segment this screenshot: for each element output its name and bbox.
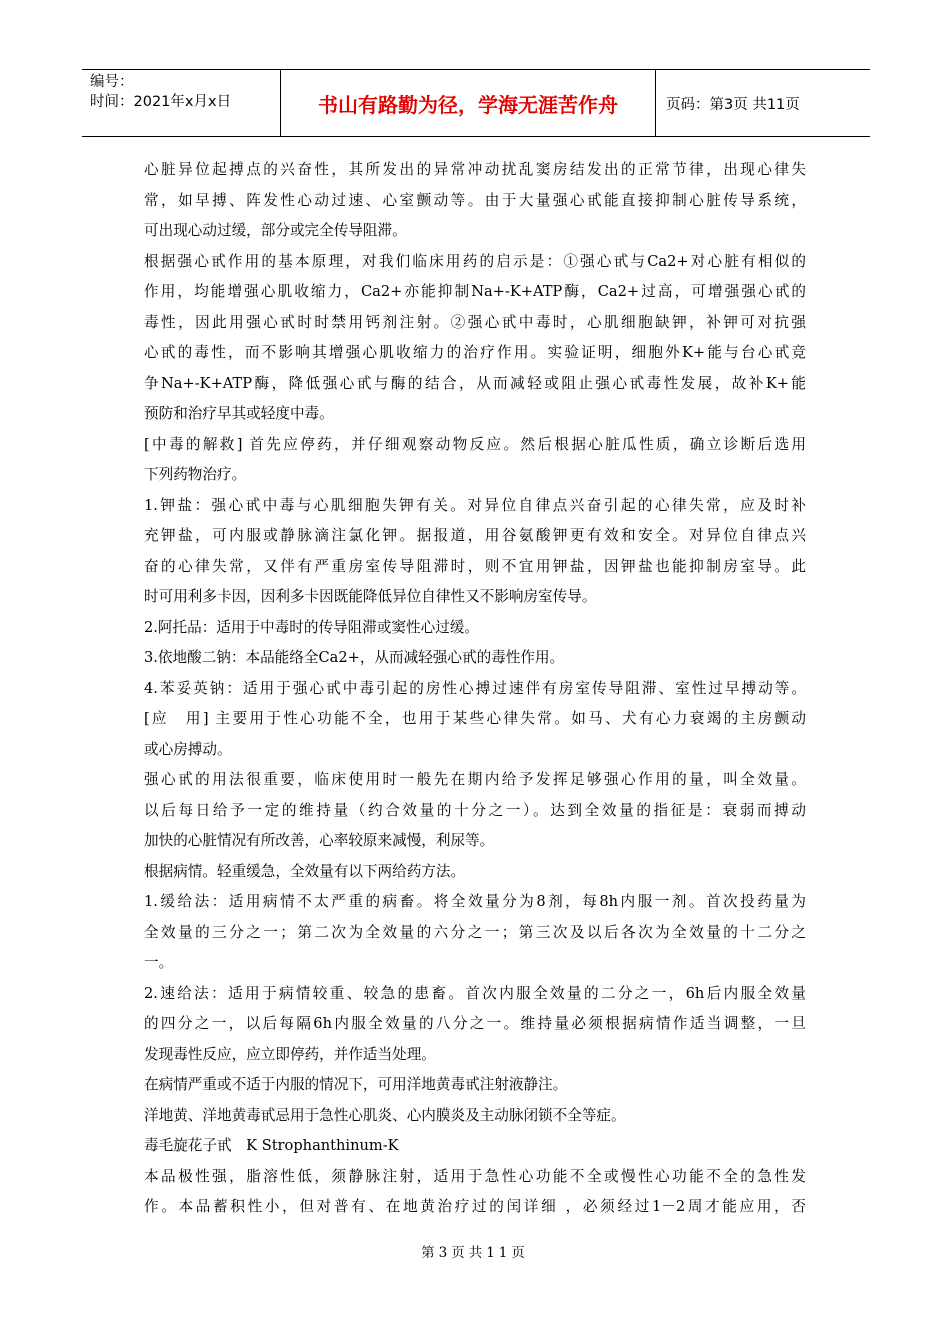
text-line: 1.钾盐：强心甙中毒与心肌细胞失钾有关。对异位自律点兴奋引起的心律失常，应及时补 — [144, 496, 806, 514]
text-line: 毒毛旋花子甙 K Strophanthinum-K — [144, 1137, 399, 1154]
text-line: 加快的心脏情况有所改善，心率较原来减慢，利尿等。 — [144, 832, 495, 849]
text-line: 作用，均能增强心肌收缩力，Ca2+亦能抑制Na+-K+ATP酶，Ca2+过高，可增强强心甙的 — [144, 283, 806, 300]
header-left-cell — [82, 70, 281, 136]
header-page-info: 页码：第3页 共11页 — [666, 96, 800, 113]
document-date-label: 时间：2021年x月x日 — [90, 94, 232, 110]
text-line: [中毒的解救] 首先应停药，并仔细观察动物反应。然后根据心脏瓜性质，确立诊断后选用 — [144, 435, 806, 453]
text-line: 下列药物治疗。 — [144, 466, 247, 483]
body-text — [144, 155, 806, 1223]
text-line: 2.阿托品：适用于中毒时的传导阻滞或窦性心过缓。 — [144, 618, 479, 636]
page-footer — [0, 1241, 950, 1261]
text-line: 常，如早搏、阵发性心动过速、心室颤动等。由于大量强心甙能直接抑制心脏传导系统， — [144, 191, 806, 209]
document-number-label: 编号： — [90, 74, 134, 90]
text-line: 一。 — [144, 954, 174, 971]
text-line: 根据强心甙作用的基本原理，对我们临床用药的启示是：①强心甙与Ca2+对心脏有相似的 — [144, 252, 806, 270]
text-line: 全效量的三分之一；第二次为全效量的六分之一；第三次及以后各次为全效量的十二分之 — [144, 923, 806, 941]
text-line: 发现毒性反应，应立即停药，并作适当处理。 — [144, 1045, 436, 1063]
text-line: 争Na+-K+ATP酶，降低强心甙与酶的结合，从而减轻或阻止强心甙毒性发展，故补K+能 — [144, 374, 806, 392]
footer-page-number: 第3页共11页 — [421, 1245, 529, 1261]
text-line: 1.缓给法：适用病情不太严重的病畜。将全效量分为8剂，每8h内服一剂。首次投药量为 — [144, 893, 806, 910]
text-line: [应 用] 主要用于性心功能不全，也用于某些心律失常。如马、犬有心力衰竭的主房颤动 — [144, 710, 806, 727]
text-line: 3.依地酸二钠：本品能络全Ca2+，从而减轻强心甙的毒性作用。 — [144, 649, 565, 666]
text-line: 预防和治疗早其或轻度中毒。 — [144, 405, 334, 422]
text-line: 洋地黄、洋地黄毒甙忌用于急性心肌炎、心内膜炎及主动脉闭锁不全等症。 — [144, 1106, 626, 1124]
text-line: 以后每日给予一定的维持量（约合效量的十分之一）。达到全效量的指征是：衰弱而搏动 — [144, 801, 806, 819]
text-line: 本品极性强，脂溶性低，须静脉注射，适用于急性心功能不全或慢性心功能不全的急性发 — [144, 1167, 806, 1185]
header-table — [82, 69, 870, 137]
text-line: 心脏异位起搏点的兴奋性，其所发出的异常冲动扰乱窦房结发出的正常节律，出现心律失 — [144, 161, 806, 178]
text-line: 毒性，因此用强心甙时时禁用钙剂注射。②强心甙中毒时，心肌细胞缺钾，补钾可对抗强 — [144, 313, 806, 331]
text-line: 奋的心律失常，又伴有严重房室传导阻滞时，则不宜用钾盐，因钾盐也能抑制房室导。此 — [144, 557, 806, 575]
header-motto: 书山有路勤为径，学海无涯苦作舟 — [281, 70, 656, 136]
text-line: 4.苯妥英钠：适用于强心甙中毒引起的房性心搏过速伴有房室传导阻滞、室性过早搏动等。 — [144, 679, 806, 697]
text-line: 时可用利多卡因，因利多卡因既能降低异位自律性又不影响房室传导。 — [144, 588, 597, 605]
text-line: 充钾盐，可内服或静脉滴注氯化钾。据报道，用谷氨酸钾更有效和安全。对异位自律点兴 — [144, 527, 806, 544]
text-line: 心甙的毒性，而不影响其增强心肌收缩力的治疗作用。实验证明，细胞外K+能与台心甙竞 — [144, 344, 806, 361]
text-line: 作。本品蓄积性小，但对普有、在地黄治疗过的闰详细 ，必须经过1－2周才能应用，否 — [144, 1198, 806, 1215]
text-line: 根据病情。轻重缓急，全效量有以下两给药方法。 — [144, 862, 466, 880]
text-line: 强心甙的用法很重要，临床使用时一般先在期内给予发挥足够强心作用的量，叫全效量。 — [144, 771, 806, 788]
text-line: 或心房搏动。 — [144, 740, 232, 758]
text-line: 在病情严重或不适于内服的情况下，可用洋地黄毒甙注射液静注。 — [144, 1076, 568, 1093]
text-line: 的四分之一，以后每隔6h内服全效量的八分之一。维持量必须根据病情作适当调整，一旦 — [144, 1015, 806, 1032]
text-line: 可出现心动过缓，部分或完全传导阻滞。 — [144, 222, 407, 239]
text-line: 2.速给法：适用于病情较重、较急的患畜。首次内服全效量的二分之一，6h后内服全效量 — [144, 984, 806, 1002]
